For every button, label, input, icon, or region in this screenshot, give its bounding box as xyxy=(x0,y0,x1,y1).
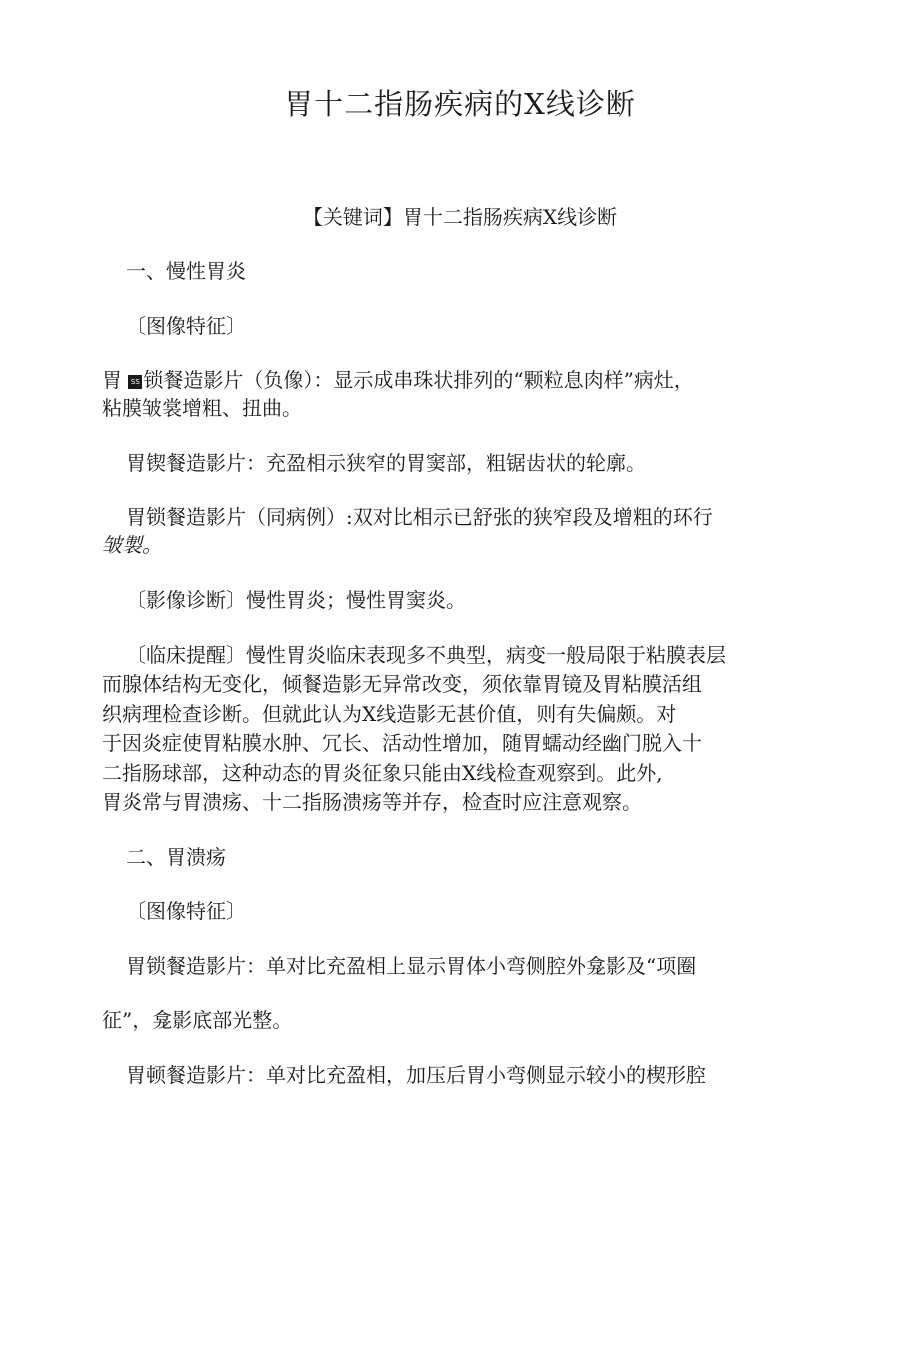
paragraph-line: 皱製。 xyxy=(102,533,162,557)
paragraph-text: 胃 xyxy=(102,368,122,392)
paragraph-line: 胃锁餐造影片：单对比充盈相上显示胃体小弯侧腔外龛影及“项圈 xyxy=(126,954,697,978)
image-feature-label: 〔图像特征〕 xyxy=(126,899,246,923)
clinical-line: 〔临床提醒〕慢性胃炎临床表现多不典型，病变一般局限于粘膜表层 xyxy=(126,643,726,667)
clinical-line: 织病理检查诊断。但就此认为X线造影无甚价值，则有失偏颇。对 xyxy=(102,702,677,726)
clinical-line: 胃炎常与胃溃疡、十二指肠溃疡等并存，检查时应注意观察。 xyxy=(102,790,642,814)
diagnosis-line: 〔影像诊断〕慢性胃炎；慢性胃窦炎。 xyxy=(126,588,466,612)
paragraph-line: 胃顿餐造影片：单对比充盈相，加压后胃小弯侧显示较小的楔形腔 xyxy=(126,1063,706,1087)
clinical-line: 而腺体结构无变化，倾餐造影无异常改变，须依靠胃镜及胃粘膜活组 xyxy=(102,672,702,696)
clinical-line: 二指肠球部，这种动态的胃炎征象只能由X线检查观察到。此外, xyxy=(102,761,663,785)
broken-glyph-icon: SS xyxy=(128,375,142,389)
section-heading-chronic-gastritis: 一、慢性胃炎 xyxy=(126,259,246,283)
section-heading-gastric-ulcer: 二、胃溃疡 xyxy=(126,845,226,869)
paragraph-text: 锁餐造影片（负像）：显示成串珠状排列的“颗粒息肉样”病灶， xyxy=(143,368,694,392)
image-feature-label: 〔图像特征〕 xyxy=(126,314,246,338)
clinical-line: 于因炎症使胃粘膜水肿、冗长、活动性增加，随胃蠕动经幽门脱入十 xyxy=(102,731,702,755)
paragraph-line: 胃锁餐造影片（同病例）:双对比相示已舒张的狭窄段及增粗的环行 xyxy=(126,505,713,529)
document-title: 胃十二指肠疾病的X线诊断 xyxy=(284,87,636,121)
paragraph-line: 胃锲餐造影片：充盈相示狭窄的胃窦部，粗锯齿状的轮廓。 xyxy=(126,451,646,475)
paragraph-line: 粘膜皱裳增粗、扭曲。 xyxy=(102,396,302,420)
paragraph-line xyxy=(102,366,694,394)
paragraph-line: 征”，龛影底部光整。 xyxy=(102,1008,293,1032)
keywords-line: 【关键词】胃十二指肠疾病X线诊断 xyxy=(302,205,618,229)
